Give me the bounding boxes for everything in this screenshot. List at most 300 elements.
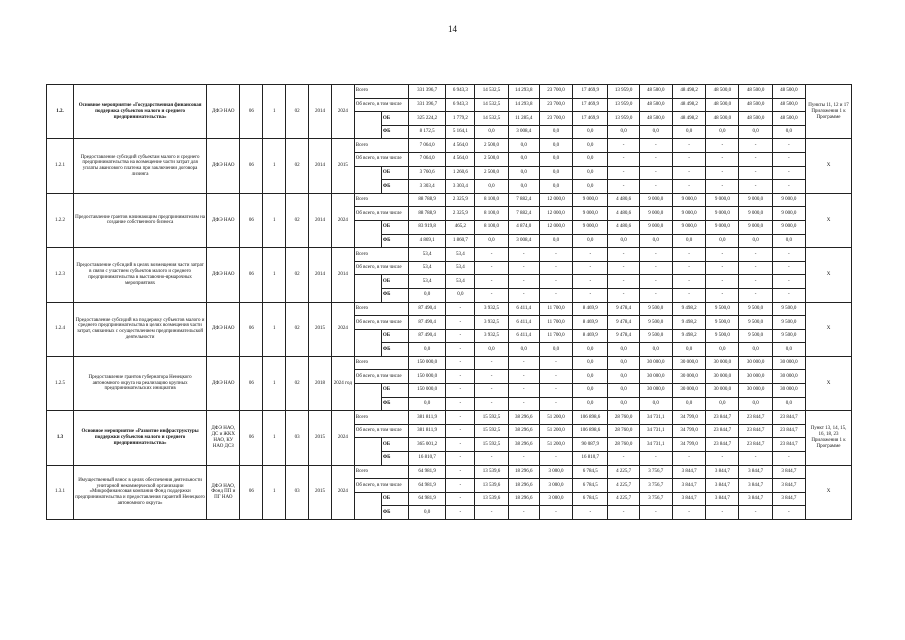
item-number: 1.2.3 bbox=[47, 248, 74, 302]
value-cell: 0,0 bbox=[508, 152, 539, 166]
value-cell: - bbox=[508, 288, 539, 302]
value-cell: 9 000,0 bbox=[573, 207, 608, 221]
value-cell: 0,0 bbox=[639, 397, 672, 411]
value-cell: 53,4 bbox=[408, 248, 445, 262]
value-cell: 0,0 bbox=[539, 139, 572, 153]
value-cell: 0,0 bbox=[573, 356, 608, 370]
source-label: ОБ bbox=[381, 384, 408, 398]
value-cell: - bbox=[739, 152, 772, 166]
value-cell: - bbox=[475, 288, 508, 302]
value-cell: 2 325,9 bbox=[446, 193, 475, 207]
value-cell: 9 000,0 bbox=[639, 220, 672, 234]
value-cell: 23 844,7 bbox=[772, 411, 805, 425]
code-program: 1 bbox=[263, 465, 286, 519]
value-cell: - bbox=[608, 452, 639, 466]
value-cell: 3 000,0 bbox=[539, 492, 572, 506]
value-cell: 9 500,0 bbox=[739, 329, 772, 343]
value-cell: 0,0 bbox=[772, 125, 805, 139]
value-cell: 3 844,7 bbox=[706, 479, 739, 493]
item-number: 1.2. bbox=[47, 85, 74, 139]
value-cell: 4 564,0 bbox=[446, 139, 475, 153]
executor: ДФЭ НАО bbox=[207, 302, 240, 356]
value-cell: - bbox=[672, 248, 705, 262]
value-cell: 13 959,0 bbox=[608, 85, 639, 99]
code-program: 1 bbox=[263, 302, 286, 356]
code-grbs: 06 bbox=[240, 85, 263, 139]
value-cell: - bbox=[446, 452, 475, 466]
value-cell: 18 296,6 bbox=[508, 492, 539, 506]
value-cell: 0,0 bbox=[408, 288, 445, 302]
value-cell: 23 844,7 bbox=[706, 411, 739, 425]
source-label: Всего bbox=[354, 85, 408, 99]
value-cell: 11 700,0 bbox=[539, 316, 572, 330]
value-cell: 30 000,0 bbox=[672, 370, 705, 384]
value-cell: 11 700,0 bbox=[539, 302, 572, 316]
source-label: ФБ bbox=[381, 506, 408, 520]
value-cell: 38 296,6 bbox=[508, 411, 539, 425]
value-cell: 28 760,0 bbox=[608, 411, 639, 425]
value-cell: 48 500,0 bbox=[772, 98, 805, 112]
value-cell: 51 200,0 bbox=[539, 424, 572, 438]
value-cell: 1 860,7 bbox=[446, 234, 475, 248]
page-number: 14 bbox=[448, 24, 457, 34]
value-cell: 2 325,9 bbox=[446, 207, 475, 221]
value-cell: 0,0 bbox=[672, 343, 705, 357]
value-cell: 30 000,0 bbox=[672, 384, 705, 398]
value-cell: 0,0 bbox=[573, 166, 608, 180]
value-cell: - bbox=[475, 356, 508, 370]
item-name: Предоставление грантов губернатора Ненецкого автономного округа на реализацию крупных предпринимательских инициатив bbox=[74, 356, 207, 410]
value-cell: 38 296,6 bbox=[508, 424, 539, 438]
year-start: 2015 bbox=[309, 302, 332, 356]
value-cell: 331 396,7 bbox=[408, 85, 445, 99]
source-spacer bbox=[354, 492, 381, 519]
value-cell: 9 500,0 bbox=[772, 302, 805, 316]
value-cell: - bbox=[772, 248, 805, 262]
value-cell: 3 844,7 bbox=[672, 465, 705, 479]
code-grbs: 06 bbox=[240, 302, 263, 356]
value-cell: 9 000,0 bbox=[772, 220, 805, 234]
value-cell: 38 296,6 bbox=[508, 438, 539, 452]
value-cell: - bbox=[446, 316, 475, 330]
value-cell: 53,4 bbox=[446, 261, 475, 275]
value-cell: 0,0 bbox=[573, 139, 608, 153]
value-cell: 0,0 bbox=[573, 152, 608, 166]
code-subprogram: 02 bbox=[286, 302, 309, 356]
value-cell: - bbox=[475, 275, 508, 289]
value-cell: 87 490,4 bbox=[408, 302, 445, 316]
value-cell: 48 500,0 bbox=[706, 98, 739, 112]
value-cell: - bbox=[446, 343, 475, 357]
value-cell: - bbox=[446, 411, 475, 425]
source-label: ОБ bbox=[381, 438, 408, 452]
source-label: ОБ bbox=[381, 166, 408, 180]
value-cell: - bbox=[739, 166, 772, 180]
value-cell: - bbox=[672, 452, 705, 466]
source-label: Всего bbox=[354, 356, 408, 370]
value-cell: 9 000,0 bbox=[573, 220, 608, 234]
value-cell: - bbox=[706, 248, 739, 262]
value-cell: 0,0 bbox=[672, 234, 705, 248]
code-program: 1 bbox=[263, 356, 286, 410]
value-cell: 30 000,0 bbox=[706, 356, 739, 370]
value-cell: - bbox=[508, 452, 539, 466]
item-name: Имущественный взнос в целях обеспечения деятельности унитарной некоммерческой организации «Микрофинансовая компания Фонд поддержки предпринимательства и предоставления гарантий Ненецкого автономного округа» bbox=[74, 465, 207, 519]
value-cell: - bbox=[573, 248, 608, 262]
value-cell: 88 788,9 bbox=[408, 193, 445, 207]
value-cell: 48 500,0 bbox=[739, 85, 772, 99]
value-cell: 87 490,4 bbox=[408, 316, 445, 330]
value-cell: - bbox=[639, 152, 672, 166]
year-end: 2024 год bbox=[331, 356, 354, 410]
value-cell: 48 500,0 bbox=[772, 112, 805, 126]
value-cell: 331 396,7 bbox=[408, 98, 445, 112]
value-cell: 48 500,0 bbox=[639, 112, 672, 126]
value-cell: 0,0 bbox=[475, 343, 508, 357]
value-cell: - bbox=[475, 452, 508, 466]
value-cell: 9 500,0 bbox=[706, 316, 739, 330]
value-cell: 0,0 bbox=[573, 234, 608, 248]
value-cell: - bbox=[639, 166, 672, 180]
table-row-total bbox=[47, 411, 852, 425]
value-cell: - bbox=[672, 152, 705, 166]
value-cell: 0,0 bbox=[408, 397, 445, 411]
value-cell: - bbox=[539, 506, 572, 520]
value-cell: 9 000,0 bbox=[639, 193, 672, 207]
value-cell: 6 784,5 bbox=[573, 479, 608, 493]
value-cell: - bbox=[508, 248, 539, 262]
value-cell: 7 064,0 bbox=[408, 152, 445, 166]
value-cell: 0,0 bbox=[539, 166, 572, 180]
value-cell: 87 490,4 bbox=[408, 329, 445, 343]
value-cell: 0,0 bbox=[573, 180, 608, 194]
value-cell: - bbox=[772, 261, 805, 275]
value-cell: 9 000,0 bbox=[672, 207, 705, 221]
source-label: ФБ bbox=[381, 125, 408, 139]
value-cell: 30 000,0 bbox=[639, 356, 672, 370]
value-cell: - bbox=[739, 248, 772, 262]
value-cell: 3 844,7 bbox=[739, 479, 772, 493]
value-cell: 8 469,9 bbox=[573, 329, 608, 343]
table-row-total bbox=[47, 302, 852, 316]
value-cell: - bbox=[508, 275, 539, 289]
executor: ДФЭ НАО bbox=[207, 85, 240, 139]
value-cell: 13 539,6 bbox=[475, 492, 508, 506]
value-cell: 3 844,7 bbox=[739, 465, 772, 479]
table-row-total bbox=[47, 248, 852, 262]
value-cell: - bbox=[446, 479, 475, 493]
value-cell: 7 882,4 bbox=[508, 207, 539, 221]
table-row-total bbox=[47, 465, 852, 479]
value-cell: 34 731,1 bbox=[639, 438, 672, 452]
value-cell: - bbox=[446, 384, 475, 398]
code-subprogram: 03 bbox=[286, 465, 309, 519]
executor: ДФЭ НАО bbox=[207, 139, 240, 193]
value-cell: - bbox=[475, 397, 508, 411]
source-label: ОБ bbox=[381, 275, 408, 289]
code-subprogram: 03 bbox=[286, 411, 309, 465]
value-cell: 0,0 bbox=[573, 370, 608, 384]
code-subprogram: 02 bbox=[286, 193, 309, 247]
value-cell: 6 784,5 bbox=[573, 465, 608, 479]
value-cell: 4 480,6 bbox=[608, 207, 639, 221]
item-number: 1.3.1 bbox=[47, 465, 74, 519]
value-cell: 3 844,7 bbox=[772, 479, 805, 493]
value-cell: 0,0 bbox=[539, 180, 572, 194]
value-cell: - bbox=[608, 139, 639, 153]
value-cell: 15 592,5 bbox=[475, 424, 508, 438]
value-cell: - bbox=[446, 370, 475, 384]
year-start: 2014 bbox=[309, 193, 332, 247]
value-cell: - bbox=[508, 506, 539, 520]
value-cell: 23 700,0 bbox=[539, 98, 572, 112]
value-cell: 9 500,0 bbox=[739, 316, 772, 330]
value-cell: - bbox=[508, 370, 539, 384]
value-cell: 0,0 bbox=[772, 343, 805, 357]
value-cell: 3 000,0 bbox=[539, 479, 572, 493]
value-cell: - bbox=[446, 506, 475, 520]
value-cell: 64 981,9 bbox=[408, 479, 445, 493]
item-number: 1.2.1 bbox=[47, 139, 74, 193]
value-cell: 34 799,0 bbox=[672, 424, 705, 438]
source-label: ОБ bbox=[381, 492, 408, 506]
value-cell: - bbox=[706, 506, 739, 520]
note-reference: Х bbox=[806, 356, 852, 410]
value-cell: 150 000,0 bbox=[408, 356, 445, 370]
value-cell: 2 500,0 bbox=[475, 152, 508, 166]
value-cell: - bbox=[446, 397, 475, 411]
program-table bbox=[46, 84, 852, 520]
value-cell: - bbox=[539, 248, 572, 262]
value-cell: 34 731,1 bbox=[639, 424, 672, 438]
value-cell: - bbox=[639, 139, 672, 153]
value-cell: 6 784,5 bbox=[573, 492, 608, 506]
value-cell: - bbox=[639, 506, 672, 520]
code-subprogram: 02 bbox=[286, 85, 309, 139]
value-cell: 14 532,5 bbox=[475, 85, 508, 99]
table-row-total bbox=[47, 139, 852, 153]
value-cell: 18 296,6 bbox=[508, 479, 539, 493]
value-cell: 0,0 bbox=[608, 234, 639, 248]
value-cell: - bbox=[539, 370, 572, 384]
value-cell: 13 539,6 bbox=[475, 465, 508, 479]
value-cell: 30 000,0 bbox=[639, 384, 672, 398]
value-cell: - bbox=[672, 288, 705, 302]
value-cell: - bbox=[539, 356, 572, 370]
value-cell: 51 200,0 bbox=[539, 438, 572, 452]
value-cell: - bbox=[475, 384, 508, 398]
source-label: ФБ bbox=[381, 343, 408, 357]
year-end: 2014 bbox=[331, 248, 354, 302]
year-end: 2015 bbox=[331, 139, 354, 193]
source-label: Всего bbox=[354, 411, 408, 425]
value-cell: - bbox=[739, 139, 772, 153]
value-cell: 0,0 bbox=[672, 125, 705, 139]
value-cell: 0,0 bbox=[672, 397, 705, 411]
value-cell: 0,0 bbox=[573, 343, 608, 357]
value-cell: 30 000,0 bbox=[772, 370, 805, 384]
note-reference: Х bbox=[806, 302, 852, 356]
value-cell: - bbox=[739, 506, 772, 520]
value-cell: 0,0 bbox=[639, 343, 672, 357]
value-cell: - bbox=[475, 248, 508, 262]
value-cell: 365 001,2 bbox=[408, 438, 445, 452]
value-cell: - bbox=[772, 288, 805, 302]
value-cell: 5 164,1 bbox=[446, 125, 475, 139]
value-cell: - bbox=[706, 288, 739, 302]
value-cell: 88 788,9 bbox=[408, 207, 445, 221]
value-cell: 13 539,6 bbox=[475, 479, 508, 493]
value-cell: 3 303,4 bbox=[408, 180, 445, 194]
code-program: 1 bbox=[263, 139, 286, 193]
year-end: 2024 bbox=[331, 465, 354, 519]
value-cell: 23 844,7 bbox=[739, 411, 772, 425]
value-cell: 23 844,7 bbox=[772, 438, 805, 452]
value-cell: 23 844,7 bbox=[739, 438, 772, 452]
source-spacer bbox=[354, 329, 381, 356]
value-cell: 48 500,0 bbox=[739, 112, 772, 126]
value-cell: 0,0 bbox=[475, 234, 508, 248]
value-cell: 0,0 bbox=[739, 343, 772, 357]
value-cell: 9 500,0 bbox=[639, 316, 672, 330]
value-cell: 8 172,5 bbox=[408, 125, 445, 139]
table-row-total bbox=[47, 85, 852, 99]
value-cell: - bbox=[446, 329, 475, 343]
value-cell: - bbox=[739, 275, 772, 289]
value-cell: 9 500,0 bbox=[772, 329, 805, 343]
source-label: Всего bbox=[354, 193, 408, 207]
value-cell: 34 799,0 bbox=[672, 438, 705, 452]
value-cell: - bbox=[672, 275, 705, 289]
value-cell: - bbox=[608, 506, 639, 520]
value-cell: 48 500,0 bbox=[639, 85, 672, 99]
value-cell: 48 500,0 bbox=[739, 98, 772, 112]
value-cell: 3 760,6 bbox=[408, 166, 445, 180]
value-cell: 0,0 bbox=[539, 234, 572, 248]
value-cell: 2 500,0 bbox=[475, 139, 508, 153]
year-end: 2024 bbox=[331, 302, 354, 356]
value-cell: 12 000,0 bbox=[539, 220, 572, 234]
code-grbs: 06 bbox=[240, 411, 263, 465]
value-cell: 3 844,7 bbox=[772, 465, 805, 479]
value-cell: - bbox=[539, 397, 572, 411]
value-cell: 30 000,0 bbox=[739, 370, 772, 384]
value-cell: 0,0 bbox=[608, 397, 639, 411]
code-subprogram: 02 bbox=[286, 248, 309, 302]
value-cell: - bbox=[772, 506, 805, 520]
value-cell: 30 000,0 bbox=[672, 356, 705, 370]
year-end: 2024 bbox=[331, 85, 354, 139]
value-cell: - bbox=[639, 180, 672, 194]
value-cell: 4 225,7 bbox=[608, 492, 639, 506]
value-cell: 0,0 bbox=[706, 397, 739, 411]
value-cell: 4 480,6 bbox=[608, 220, 639, 234]
value-cell: 0,0 bbox=[539, 343, 572, 357]
value-cell: 23 700,0 bbox=[539, 85, 572, 99]
value-cell: 106 898,6 bbox=[573, 424, 608, 438]
value-cell: 3 756,7 bbox=[639, 479, 672, 493]
source-label: Об всего, в том числе bbox=[354, 316, 408, 330]
item-number: 1.3 bbox=[47, 411, 74, 465]
value-cell: 0,0 bbox=[639, 234, 672, 248]
value-cell: 30 000,0 bbox=[639, 370, 672, 384]
value-cell: - bbox=[573, 506, 608, 520]
value-cell: 3 844,7 bbox=[672, 479, 705, 493]
value-cell: 3 000,0 bbox=[539, 465, 572, 479]
value-cell: 9 000,0 bbox=[672, 220, 705, 234]
value-cell: - bbox=[608, 180, 639, 194]
value-cell: 9 500,0 bbox=[706, 302, 739, 316]
value-cell: 14 532,5 bbox=[475, 112, 508, 126]
value-cell: - bbox=[608, 166, 639, 180]
value-cell: 3 844,7 bbox=[706, 465, 739, 479]
value-cell: 6 411,4 bbox=[508, 316, 539, 330]
value-cell: 0,0 bbox=[408, 343, 445, 357]
value-cell: 9 000,0 bbox=[672, 193, 705, 207]
value-cell: 0,0 bbox=[608, 384, 639, 398]
value-cell: 53,4 bbox=[408, 275, 445, 289]
note-reference: Х bbox=[806, 139, 852, 193]
value-cell: - bbox=[772, 275, 805, 289]
value-cell: 9 500,0 bbox=[639, 329, 672, 343]
value-cell: 0,0 bbox=[508, 343, 539, 357]
value-cell: - bbox=[446, 438, 475, 452]
value-cell: - bbox=[706, 166, 739, 180]
value-cell: 3 756,7 bbox=[639, 465, 672, 479]
value-cell: 23 844,7 bbox=[706, 424, 739, 438]
value-cell: 17 469,9 bbox=[573, 112, 608, 126]
note-reference: Х bbox=[806, 248, 852, 302]
value-cell: - bbox=[739, 261, 772, 275]
value-cell: 3 756,7 bbox=[639, 492, 672, 506]
year-start: 2018 bbox=[309, 356, 332, 410]
value-cell: - bbox=[608, 275, 639, 289]
value-cell: 9 478,4 bbox=[608, 329, 639, 343]
value-cell: 2 500,0 bbox=[475, 166, 508, 180]
source-label: Всего bbox=[354, 248, 408, 262]
source-label: ФБ bbox=[381, 452, 408, 466]
value-cell: 0,0 bbox=[608, 356, 639, 370]
source-spacer bbox=[354, 112, 381, 139]
value-cell: 3 932,5 bbox=[475, 316, 508, 330]
source-label: ФБ bbox=[381, 397, 408, 411]
code-grbs: 06 bbox=[240, 465, 263, 519]
code-grbs: 06 bbox=[240, 193, 263, 247]
source-spacer bbox=[354, 220, 381, 247]
value-cell: 53,4 bbox=[408, 261, 445, 275]
value-cell: 30 000,0 bbox=[739, 384, 772, 398]
value-cell: - bbox=[475, 261, 508, 275]
value-cell: 8 100,0 bbox=[475, 193, 508, 207]
value-cell: 0,0 bbox=[772, 397, 805, 411]
value-cell: 106 898,6 bbox=[573, 411, 608, 425]
value-cell: 3 844,7 bbox=[672, 492, 705, 506]
value-cell: 325 224,2 bbox=[408, 112, 445, 126]
value-cell: - bbox=[639, 452, 672, 466]
note-reference: Пункт 13, 14, 15, 16, 18, 23 Приложения 1 к Программе bbox=[806, 411, 852, 465]
value-cell: - bbox=[539, 261, 572, 275]
source-spacer bbox=[354, 384, 381, 411]
source-label: ФБ bbox=[381, 234, 408, 248]
value-cell: 3 303,4 bbox=[446, 180, 475, 194]
value-cell: 4 225,7 bbox=[608, 465, 639, 479]
value-cell: 30 000,0 bbox=[706, 370, 739, 384]
value-cell: - bbox=[772, 452, 805, 466]
value-cell: 30 000,0 bbox=[772, 356, 805, 370]
value-cell: 23 700,0 bbox=[539, 112, 572, 126]
value-cell: - bbox=[508, 397, 539, 411]
value-cell: 9 000,0 bbox=[772, 207, 805, 221]
